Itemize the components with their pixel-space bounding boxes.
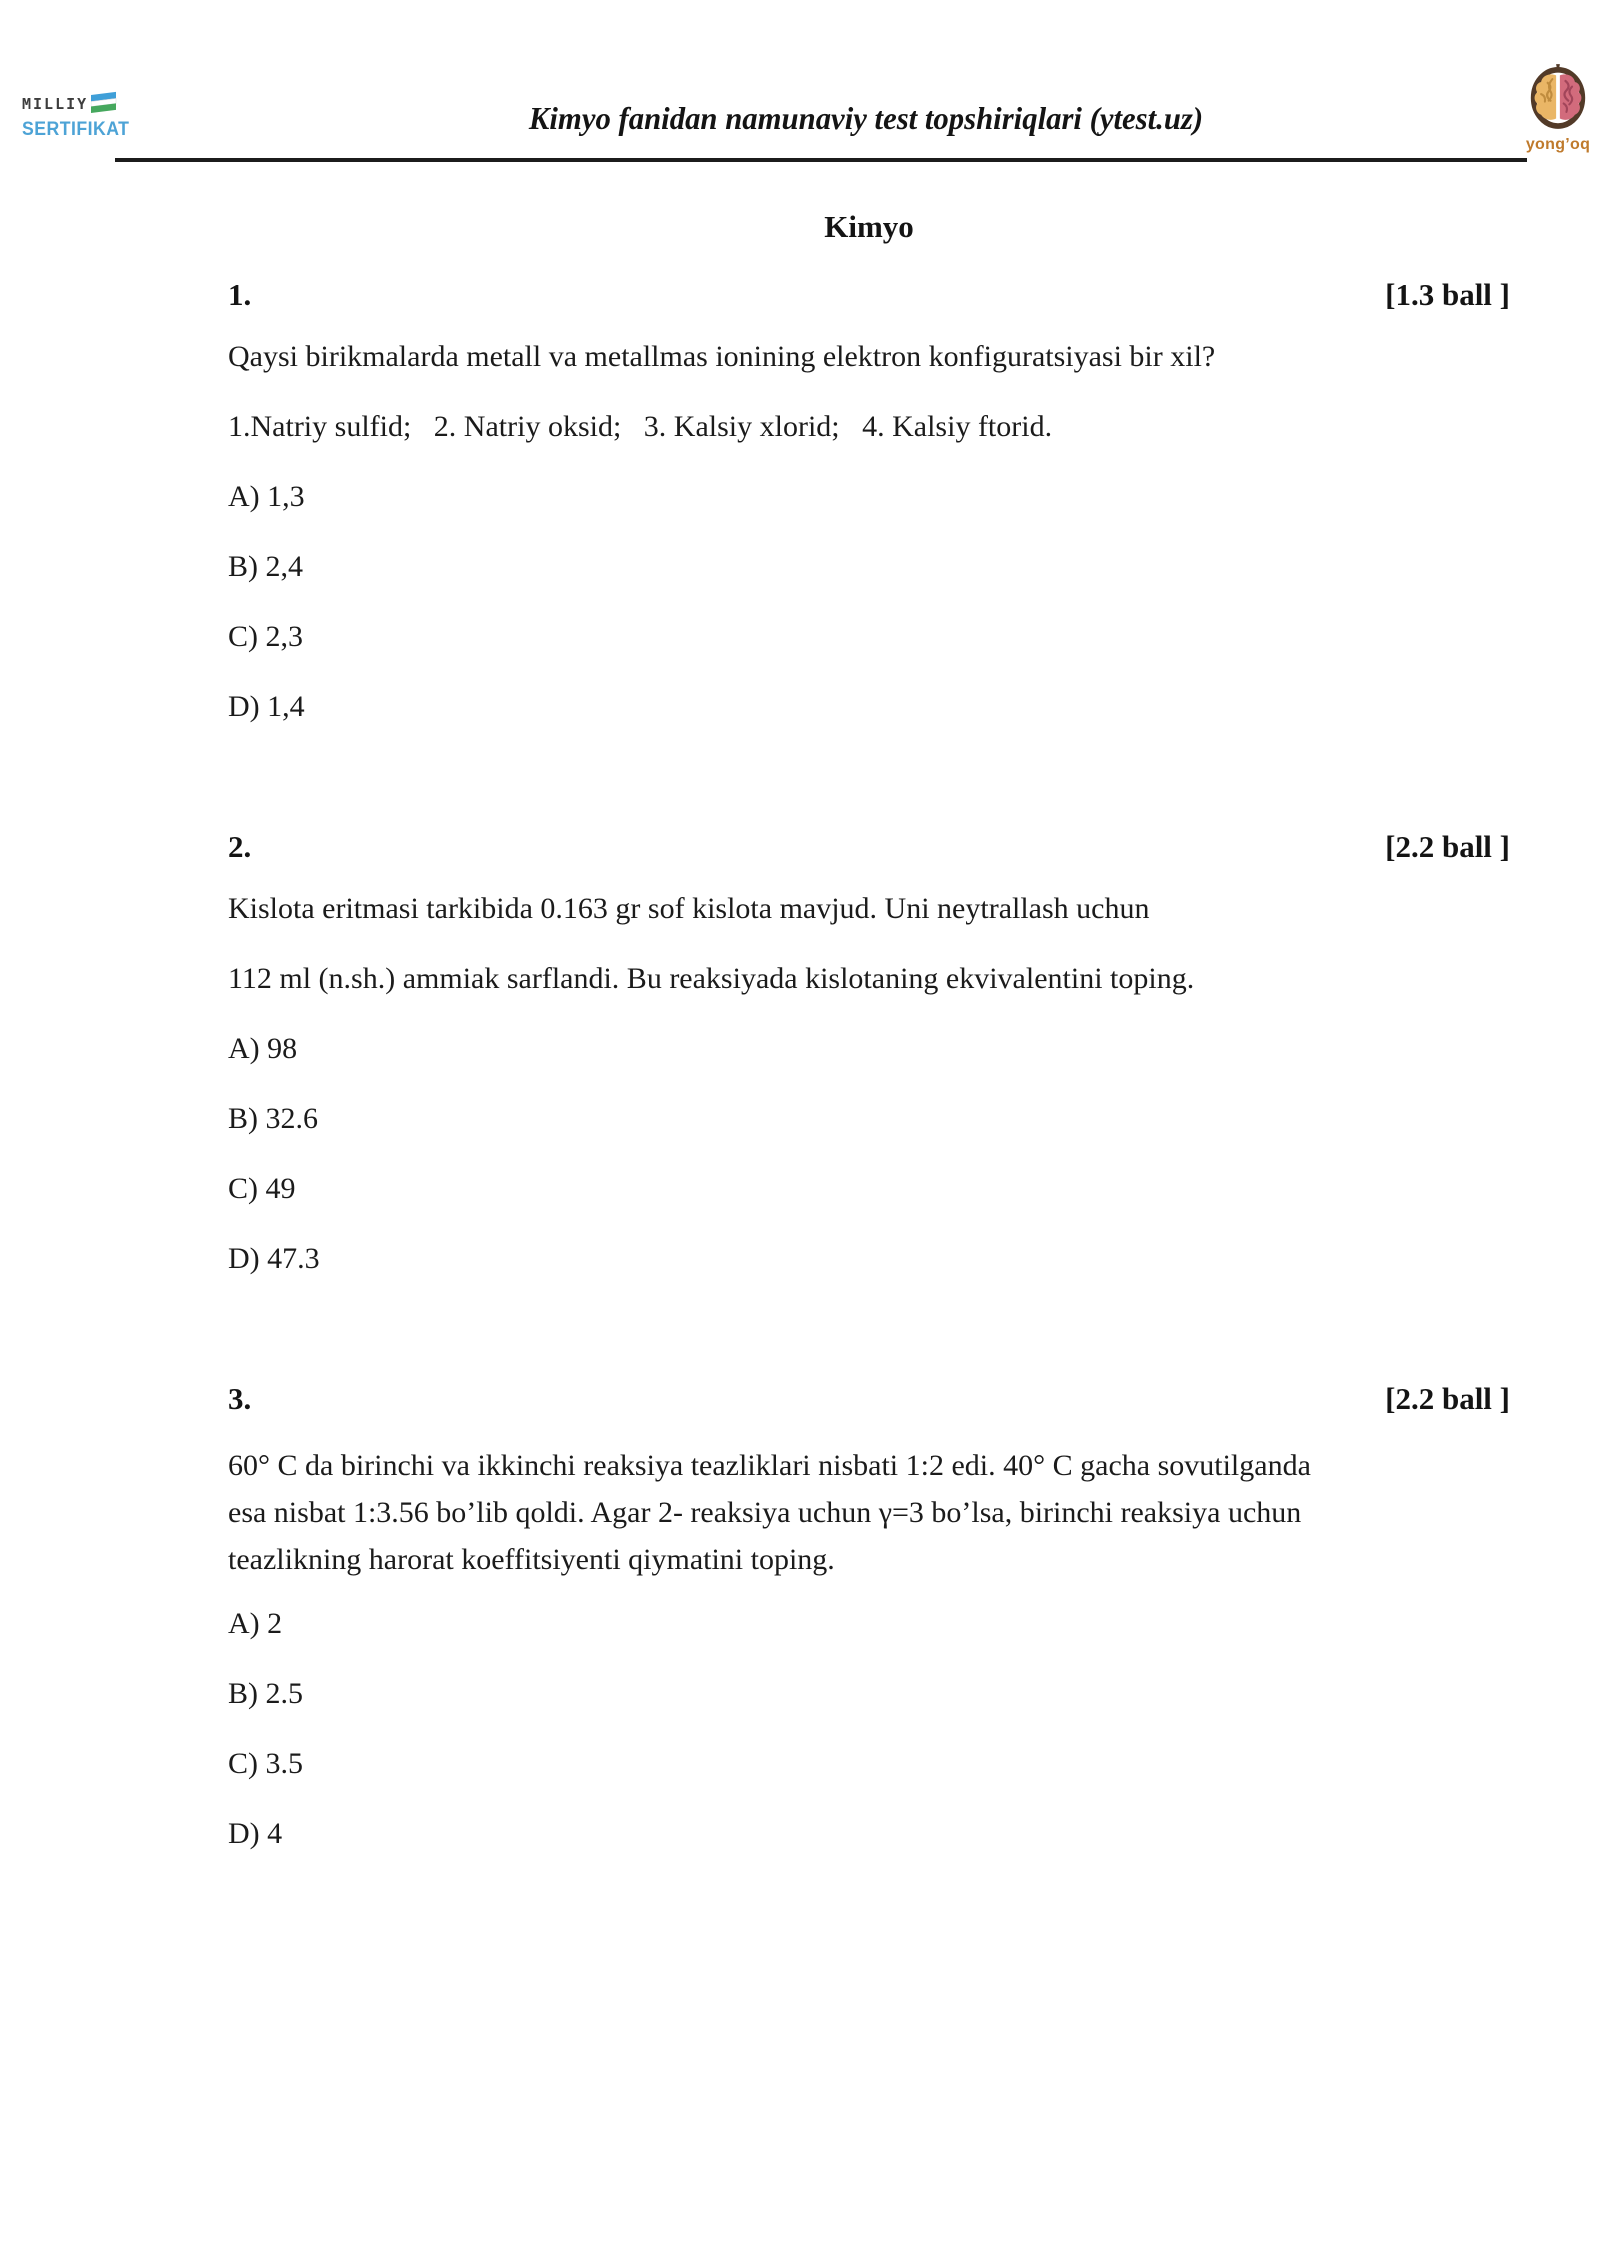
sertifikat-label: SERTIFIKAT	[22, 119, 130, 140]
question-1	[228, 276, 1510, 726]
option-b: B) 2,4	[228, 550, 303, 583]
option-a: A) 1,3	[228, 480, 305, 513]
option-b: B) 2.5	[228, 1677, 303, 1710]
option-d: D) 4	[228, 1817, 283, 1850]
uzbekistan-flag-icon	[91, 90, 117, 118]
document-body	[228, 162, 1510, 1853]
question-text-line: 1.Natriy sulfid; 2. Natriy oksid; 3. Kalsiy xlorid; 4. Kalsiy ftorid.	[228, 410, 1053, 443]
option-a: A) 98	[228, 1032, 298, 1065]
question-text-line: Kislota eritmasi tarkibida 0.163 gr sof kislota mavjud. Uni neytrallash uchun	[228, 892, 1150, 925]
option-d: D) 1,4	[228, 690, 305, 723]
walnut-brain-icon	[1528, 117, 1588, 134]
page-header	[0, 0, 1600, 162]
question-text-line: esa nisbat 1:3.56 bo’lib qoldi. Agar 2- reaksiya uchun γ=3 bo’lsa, birinchi reaksiya uchun	[228, 1496, 1302, 1529]
question-ball: [2.2 ball ]	[1385, 829, 1510, 864]
question-ball: [2.2 ball ]	[1385, 1381, 1510, 1416]
question-ball: [1.3 ball ]	[1385, 277, 1510, 312]
option-a: A) 2	[228, 1607, 283, 1640]
header-title: Kimyo fanidan namunaviy test topshiriqlari (ytest.uz)	[528, 100, 1204, 136]
question-number: 3.	[228, 1381, 252, 1416]
header-divider	[115, 158, 1527, 162]
option-d: D) 47.3	[228, 1242, 320, 1275]
question-number: 2.	[228, 829, 252, 864]
option-c: C) 49	[228, 1172, 296, 1205]
question-2	[228, 828, 1510, 1278]
yongoq-logo	[1522, 62, 1594, 154]
question-number: 1.	[228, 277, 252, 312]
option-b: B) 32.6	[228, 1102, 318, 1135]
milliy-sertifikat-logo	[22, 90, 142, 139]
question-text-line: 112 ml (n.sh.) ammiak sarflandi. Bu reaksiyada kislotaning ekvivalentini toping.	[228, 962, 1195, 995]
question-paragraph	[228, 1442, 1510, 1583]
option-c: C) 2,3	[228, 620, 303, 653]
question-text-line: 60° C da birinchi va ikkinchi reaksiya teazliklari nisbati 1:2 edi. 40° C gacha sovutilganda	[228, 1449, 1311, 1482]
option-c: C) 3.5	[228, 1747, 303, 1780]
question-text-line: teazlikning harorat koeffitsiyenti qiymatini toping.	[228, 1543, 835, 1576]
question-3	[228, 1380, 1510, 1853]
page-title: Kimyo	[824, 209, 914, 244]
yongoq-label: yong’oq	[1525, 136, 1591, 153]
milliy-label: MILLIY	[22, 94, 89, 113]
question-text-line: Qaysi birikmalarda metall va metallmas ionining elektron konfiguratsiyasi bir xil?	[228, 340, 1216, 373]
